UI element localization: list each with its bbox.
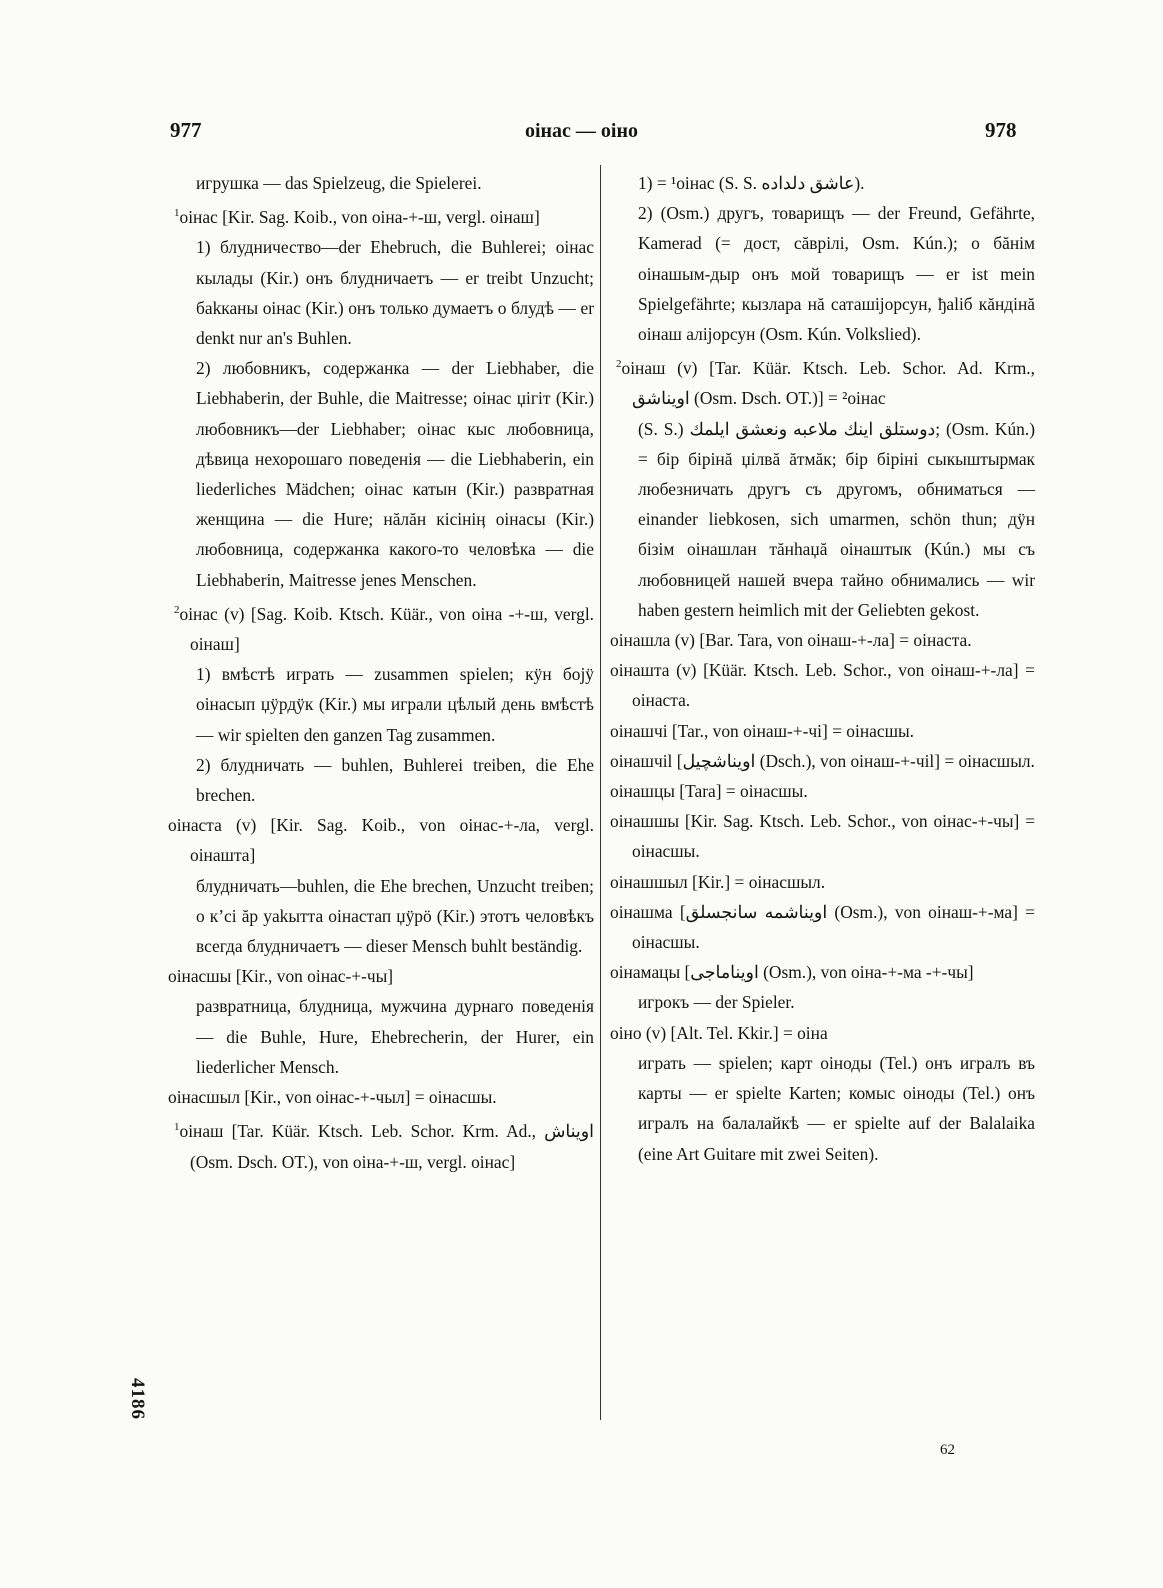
dictionary-headword-entry (610, 746, 1035, 776)
entry-text: (S. S.) دوستلق اينك ملاعبه ونعشق ايلمك; (Osm. Kún.) = бір бірінă џiлвă ăтмăк; бір бірінi сыкыштырмак любезничать другъ съ другомъ, обниматься — einander liebkosen, sich umarmen, schön thun; дӱн бізім оінашлан тăнhaџă оінаштык (Kún.) мы съ любовницей нашей вчера тайно обнимались — wir haben gestern heimlich mit der Geliebten gekost. (638, 418, 1035, 620)
entry-text: оінашма [اويناشمه سانجسلق (Osm.), von оінаш-+-ма] = оінасшы. (610, 901, 1035, 953)
running-head: оінас — оіно (524, 120, 639, 142)
entry-text: 1) блудничество—der Ehebruch, die Buhlerei; оінас кылады (Kir.) онъ блудничаетъ — er treibt Unzucht; бakканы оінас (Kir.) онъ только думаетъ о блудѣ — er denkt nur an's Buhlen. (196, 237, 594, 349)
homonym-index: 2 (174, 603, 180, 616)
left-column (168, 168, 594, 1177)
entry-text: оінашшы [Kir. Sag. Ktsch. Leb. Schor., von оінас-+-чы] = оінасшы. (610, 811, 1035, 862)
signature-mark: 62 (940, 1442, 955, 1458)
entry-text: 2) блудничать — buhlen, Buhlerei treiben, die Ehe brechen. (196, 754, 594, 806)
entry-text: оінамацы [اويناماجى (Osm.), von оіна-+-ма -+-чы] (610, 962, 974, 983)
dictionary-headword-entry (168, 595, 594, 659)
dictionary-headword-entry (610, 349, 1035, 413)
entry-text: оінашцы [Tara] = оінасшы. (610, 781, 808, 802)
dictionary-headword-entry (610, 655, 1035, 715)
homonym-index: 2 (616, 358, 622, 371)
dictionary-sense (610, 987, 1035, 1017)
entry-text: оінашчіl [اويناشچيل (Dsch.), von оінаш-+-чіl] = оінасшыл. (610, 750, 1035, 771)
entry-text: 1) = ¹оінас (S. S. عاشق دلداده). (638, 173, 865, 193)
dictionary-headword-entry (610, 625, 1035, 655)
page-number-left: 977 (170, 118, 202, 142)
entry-text: игрокъ — der Spieler. (638, 992, 795, 1013)
page-number-right: 978 (985, 118, 1017, 142)
entry-text: развратница, блудница, мужчина дурнаго поведенія — die Buhle, Hure, Ehebrecherin, der Hurer, ein liederlicher Mensch. (196, 996, 594, 1077)
dictionary-headword-entry (168, 810, 594, 870)
dictionary-headword-entry (168, 1082, 594, 1112)
dictionary-headword-entry (610, 716, 1035, 746)
dictionary-sense (610, 198, 1035, 349)
entry-text: играть — spielen; карт оіноды (Tel.) онъ игралъ въ карты — er spielte Karten; комыс оіноды (Tel.) онъ игралъ на балалайкѣ — er spielte auf der Balalaika (eine Art Guitare mit zwei Seiten). (638, 1052, 1035, 1164)
homonym-index: 1 (174, 207, 180, 220)
entry-text: 2) любовникъ, содержанка — der Liebhaber, die Liebhaberin, der Buhle, die Maitresse; оінас џігіт (Kir.) любовникъ—der Liebhaber; оінас кыс любовница, дѣвица нехорошаго поведенія — die Liebhaberin, ein liederliches Mädchen; оінас катын (Kir.) развратная женщина — die Hure; нăлăн кісініӊ оінасы (Kir.) любовница, содержанка какого-то человѣка — die Liebhaberin, Maitresse jenes Menschen. (196, 358, 594, 590)
dictionary-sense (168, 871, 594, 962)
dictionary-headword-entry (610, 1018, 1035, 1048)
dictionary-headword-entry (610, 806, 1035, 866)
dictionary-sense (168, 353, 594, 595)
entry-text: оінашта (v) [Küär. Ktsch. Leb. Schor., von оінаш-+-ла] = оінаста. (610, 660, 1035, 711)
entry-text: оінашла (v) [Bar. Tara, von оінаш-+-ла] = оінаста. (610, 630, 972, 651)
dictionary-sense (610, 168, 1035, 198)
entry-text: 2) (Osm.) другъ, товарищъ — der Freund, Gefährte, Kamerad (= дост, сăврілі, Osm. Kún.); о бăнім оінашым-дыр онъ мой товарищъ — er ist mein Spielgefährte; кызлара нă саташіјорсун, ђaliб кăндінă оінаш алiјорсун (Osm. Kún. Volkslied). (638, 203, 1035, 345)
homonym-index: 1 (174, 1121, 180, 1134)
dictionary-sense (168, 168, 594, 198)
entry-text: оінаш [Tar. Küär. Ktsch. Leb. Schor. Krm. Ad., اويناش (Osm. Dsch. OT.), von оіна-+-ш, vergl. оінас] (179, 1121, 594, 1172)
entry-text: оінаш (v) [Tar. Küär. Ktsch. Leb. Schor. Ad. Krm., اويناشق (Osm. Dsch. OT.)] = ²оінас (621, 358, 1035, 409)
entry-text: оінасшы [Kir., von оінас-+-чы] (168, 966, 394, 987)
entry-text: оінасшыл [Kir., von оінас-+-чыл] = оінасшы. (168, 1087, 497, 1108)
dictionary-headword-entry (168, 1112, 594, 1176)
right-column (610, 168, 1035, 1169)
entry-text: оінас (v) [Sag. Koib. Ktsch. Küär., von оіна -+-ш, vergl. оінаш] (179, 603, 594, 655)
dictionary-sense (168, 750, 594, 810)
dictionary-headword-entry (610, 957, 1035, 987)
entry-text: 1) вмѣстѣ играть — zusammen spielen; кӱн бојӱ оінасып џӱрдӱк (Kir.) мы играли цѣлый день вмѣстѣ — wir spielten den ganzen Tag zusammen. (196, 664, 594, 745)
column-divider (600, 165, 601, 1420)
dictionary-sense (610, 1048, 1035, 1169)
entry-text: оінашшыл [Kir.] = оінасшыл. (610, 871, 826, 892)
entry-text: оіно (v) [Alt. Tel. Kkir.] = оіна (610, 1022, 828, 1043)
dictionary-headword-entry (610, 867, 1035, 897)
dictionary-headword-entry (610, 897, 1035, 957)
entry-text: оінаста (v) [Kir. Sag. Koib., von оінас-+-ла, vergl. оінашта] (168, 815, 594, 866)
dictionary-headword-entry (168, 198, 594, 232)
dictionary-sense (168, 991, 594, 1082)
entry-text: оінас [Kir. Sag. Koib., von оіна-+-ш, vergl. оінаш] (179, 207, 540, 228)
side-page-number: 4186 (127, 1378, 148, 1420)
dictionary-sense (168, 659, 594, 750)
dictionary-headword-entry (168, 961, 594, 991)
entry-text: блудничать—buhlen, die Ehe brechen, Unzucht treiben; о к’сі ăр yakытта оінастап џӱрö (Kir.) этотъ человѣкъ всегда блудничаетъ — dieser Mensch buhlt beständig. (196, 875, 594, 957)
entry-text: игрушка — das Spielzeug, die Spielerei. (196, 173, 482, 193)
entry-text: оінашчі [Tar., von оінаш-+-чі] = оінасшы. (610, 720, 914, 741)
dictionary-headword-entry (610, 776, 1035, 806)
dictionary-sense (168, 232, 594, 353)
dictionary-sense (610, 414, 1035, 625)
